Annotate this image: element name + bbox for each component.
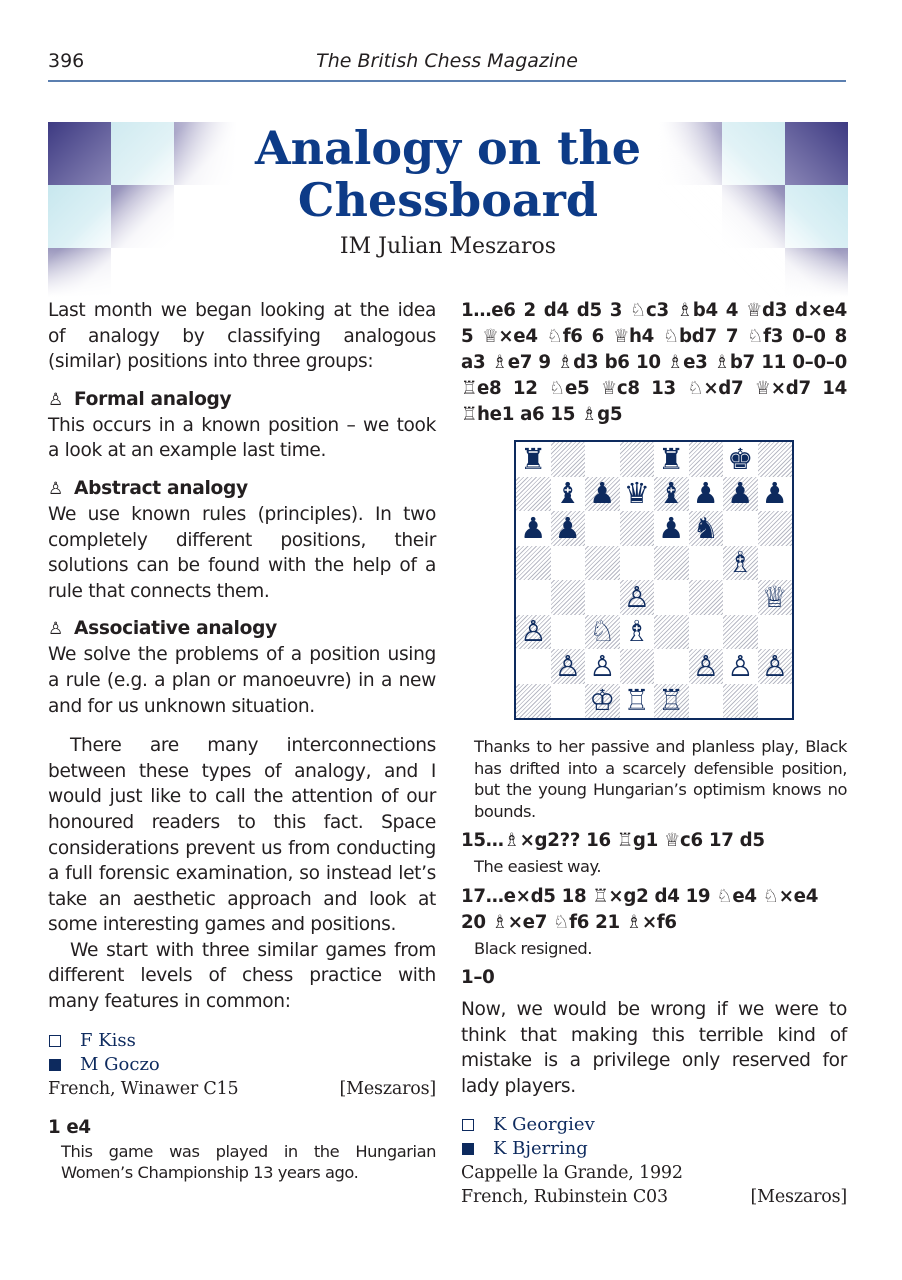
square-d5 bbox=[620, 546, 655, 581]
body-paragraph-2: We start with three similar games from different levels of chess practice with many features in common: bbox=[48, 939, 436, 1013]
square-d2 bbox=[620, 649, 655, 684]
square-h8 bbox=[758, 442, 793, 477]
title-line-1: Analogy on the bbox=[254, 121, 642, 175]
square-a1 bbox=[516, 684, 551, 719]
piece-icon: ♖ bbox=[658, 683, 685, 718]
square-g5 bbox=[723, 546, 758, 581]
square-h4 bbox=[758, 580, 793, 615]
square-c7 bbox=[585, 477, 620, 512]
piece-icon: ♗ bbox=[727, 545, 754, 580]
game-header-1 bbox=[48, 1029, 436, 1101]
type-heading: Associative analogy bbox=[74, 618, 277, 640]
square-b2 bbox=[551, 649, 586, 684]
opening-name: French, Rubinstein C03 bbox=[461, 1187, 668, 1208]
square-g8 bbox=[723, 442, 758, 477]
piece-icon: ♕ bbox=[761, 579, 788, 614]
square-g3 bbox=[723, 615, 758, 650]
diagram-note: Thanks to her passive and planless play, Black has drifted into a scarcely defensible position, but the young Hungarian’s optimism knows no bounds. bbox=[474, 737, 847, 821]
square-g2 bbox=[723, 649, 758, 684]
piece-icon: ♙ bbox=[589, 648, 616, 683]
square-f1 bbox=[689, 684, 724, 719]
pawn-icon: ♙ bbox=[48, 478, 63, 499]
type-heading: Abstract analogy bbox=[74, 477, 248, 499]
intro-paragraph: Last month we began looking at the idea of analogy by classifying analogous (similar) positions into three groups: bbox=[48, 300, 436, 373]
analogy-type-abstract bbox=[48, 476, 436, 604]
square-e6 bbox=[654, 511, 689, 546]
opening-line bbox=[461, 1185, 847, 1209]
event-line bbox=[461, 1161, 847, 1185]
square-e8 bbox=[654, 442, 689, 477]
square-e5 bbox=[654, 546, 689, 581]
square-g1 bbox=[723, 684, 758, 719]
annotator: [Meszaros] bbox=[339, 1078, 436, 1099]
square-b8 bbox=[551, 442, 586, 477]
move-text: 1 e4 bbox=[48, 1116, 91, 1138]
article-title bbox=[48, 122, 848, 226]
square-a6 bbox=[516, 511, 551, 546]
article-banner bbox=[48, 122, 848, 297]
opening-line bbox=[48, 1077, 436, 1101]
white-square-icon bbox=[49, 1035, 61, 1047]
square-d3 bbox=[620, 615, 655, 650]
left-column bbox=[48, 298, 436, 1184]
article-author: IM Julian Meszaros bbox=[339, 234, 557, 259]
piece-icon: ♟ bbox=[658, 510, 685, 545]
square-e4 bbox=[654, 580, 689, 615]
square-h5 bbox=[758, 546, 793, 581]
square-h3 bbox=[758, 615, 793, 650]
title-line-2: Chessboard bbox=[297, 173, 599, 227]
square-f4 bbox=[689, 580, 724, 615]
square-g6 bbox=[723, 511, 758, 546]
piece-icon: ♟ bbox=[761, 476, 788, 511]
square-a8 bbox=[516, 442, 551, 477]
white-player: K Georgiev bbox=[461, 1113, 847, 1137]
chessboard bbox=[514, 440, 794, 720]
white-square-icon bbox=[462, 1119, 474, 1131]
square-f5 bbox=[689, 546, 724, 581]
square-d1 bbox=[620, 684, 655, 719]
type-description: We solve the problems of a position using a rule (e.g. a plan or manoeuvre) in a new and for us unknown situation. bbox=[48, 644, 436, 717]
piece-icon: ♙ bbox=[554, 648, 581, 683]
piece-icon: ♗ bbox=[623, 614, 650, 649]
piece-icon: ♜ bbox=[658, 441, 685, 476]
black-square-icon bbox=[49, 1059, 61, 1071]
square-h6 bbox=[758, 511, 793, 546]
square-b7 bbox=[551, 477, 586, 512]
square-c1 bbox=[585, 684, 620, 719]
piece-icon: ♛ bbox=[623, 476, 650, 511]
square-f7 bbox=[689, 477, 724, 512]
pawn-icon: ♙ bbox=[48, 619, 63, 640]
piece-icon: ♟ bbox=[520, 510, 547, 545]
square-f2 bbox=[689, 649, 724, 684]
square-b3 bbox=[551, 615, 586, 650]
piece-icon: ♟ bbox=[727, 476, 754, 511]
piece-icon: ♟ bbox=[692, 476, 719, 511]
type-heading: Formal analogy bbox=[74, 388, 232, 410]
square-h7 bbox=[758, 477, 793, 512]
header-rule bbox=[48, 80, 846, 82]
opening-name: French, Winawer C15 bbox=[48, 1078, 239, 1099]
pawn-icon: ♙ bbox=[48, 389, 63, 410]
body-paragraph-1: There are many interconnections between these types of analogy, and I would just like to call the attention of our honoured readers to this fact. Space considerations prevent us from conducting a full forensic examination, so instead let’s take an aesthetic approach and look at some interesting games and positions. bbox=[48, 735, 436, 936]
square-b6 bbox=[551, 511, 586, 546]
black-player: M Goczo bbox=[48, 1053, 436, 1077]
piece-icon: ♙ bbox=[727, 648, 754, 683]
move-note: This game was played in the Hungarian Women’s Championship 13 years ago. bbox=[61, 1141, 436, 1183]
square-h1 bbox=[758, 684, 793, 719]
black-player: K Bjerring bbox=[461, 1137, 847, 1161]
piece-icon: ♜ bbox=[520, 441, 547, 476]
piece-icon: ♚ bbox=[727, 441, 754, 476]
square-c3 bbox=[585, 615, 620, 650]
black-square-icon bbox=[462, 1143, 474, 1155]
white-player: F Kiss bbox=[48, 1029, 436, 1053]
piece-icon: ♙ bbox=[761, 648, 788, 683]
square-a3 bbox=[516, 615, 551, 650]
right-column bbox=[461, 298, 847, 1209]
square-g4 bbox=[723, 580, 758, 615]
square-c5 bbox=[585, 546, 620, 581]
piece-icon: ♝ bbox=[554, 476, 581, 511]
square-f3 bbox=[689, 615, 724, 650]
piece-icon: ♙ bbox=[520, 614, 547, 649]
piece-icon: ♖ bbox=[623, 683, 650, 718]
square-c4 bbox=[585, 580, 620, 615]
square-g7 bbox=[723, 477, 758, 512]
square-e3 bbox=[654, 615, 689, 650]
page-number: 396 bbox=[48, 50, 85, 72]
magazine-title: The British Chess Magazine bbox=[316, 50, 578, 72]
game-header-2 bbox=[461, 1113, 847, 1209]
piece-icon: ♝ bbox=[658, 476, 685, 511]
body-paragraph-3: Now, we would be wrong if we were to think that making this terrible kind of mistake is a privilege only reserved for lady players. bbox=[461, 999, 847, 1097]
move-note-3: Black resigned. bbox=[474, 938, 593, 958]
square-h2 bbox=[758, 649, 793, 684]
piece-icon: ♙ bbox=[692, 648, 719, 683]
square-c2 bbox=[585, 649, 620, 684]
move-text-3: 17…e×d5 18 ♖×g2 d4 19 ♘e4 ♘×e4 20 ♗×e7 ♘f6 21 ♗×f6 bbox=[461, 885, 819, 933]
move-text-2: 15…♗×g2?? 16 ♖g1 ♕c6 17 d5 bbox=[461, 830, 765, 851]
square-d7 bbox=[620, 477, 655, 512]
annotator: [Meszaros] bbox=[750, 1187, 847, 1208]
square-a7 bbox=[516, 477, 551, 512]
analogy-type-formal bbox=[48, 387, 436, 464]
square-b5 bbox=[551, 546, 586, 581]
event-name: Cappelle la Grande, 1992 bbox=[461, 1163, 683, 1184]
piece-icon: ♞ bbox=[692, 510, 719, 545]
game-result: 1–0 bbox=[461, 967, 495, 988]
square-b1 bbox=[551, 684, 586, 719]
square-a5 bbox=[516, 546, 551, 581]
piece-icon: ♘ bbox=[589, 614, 616, 649]
square-e1 bbox=[654, 684, 689, 719]
move-note-2: The easiest way. bbox=[474, 857, 602, 876]
type-description: This occurs in a known position – we took a look at an example last time. bbox=[48, 414, 436, 462]
square-c8 bbox=[585, 442, 620, 477]
piece-icon: ♟ bbox=[554, 510, 581, 545]
move-text-1: 1…e6 2 d4 d5 3 ♘c3 ♗b4 4 ♕d3 d×e4 5 ♕×e4 ♘f6 6 ♕h4 ♘bd7 7 ♘f3 0–0 8 a3 ♗e7 9 ♗d3 b6 10 ♗e3 ♗b7 11 0–0–0 ♖e8 12 ♘e5 ♕c8 13 ♘×d7 ♕×d7 14 ♖he1 a6 15 ♗g5 bbox=[461, 300, 847, 425]
square-d8 bbox=[620, 442, 655, 477]
piece-icon: ♙ bbox=[623, 579, 650, 614]
type-description: We use known rules (principles). In two completely different positions, their solutions can be found with the help of a rule that connects them. bbox=[48, 503, 436, 602]
square-e2 bbox=[654, 649, 689, 684]
square-c6 bbox=[585, 511, 620, 546]
square-a4 bbox=[516, 580, 551, 615]
square-e7 bbox=[654, 477, 689, 512]
analogy-type-associative bbox=[48, 616, 436, 719]
square-d4 bbox=[620, 580, 655, 615]
square-b4 bbox=[551, 580, 586, 615]
chess-diagram bbox=[461, 428, 847, 736]
square-f6 bbox=[689, 511, 724, 546]
square-a2 bbox=[516, 649, 551, 684]
running-head bbox=[48, 50, 846, 80]
square-f8 bbox=[689, 442, 724, 477]
square-d6 bbox=[620, 511, 655, 546]
piece-icon: ♟ bbox=[589, 476, 616, 511]
piece-icon: ♔ bbox=[589, 683, 616, 718]
